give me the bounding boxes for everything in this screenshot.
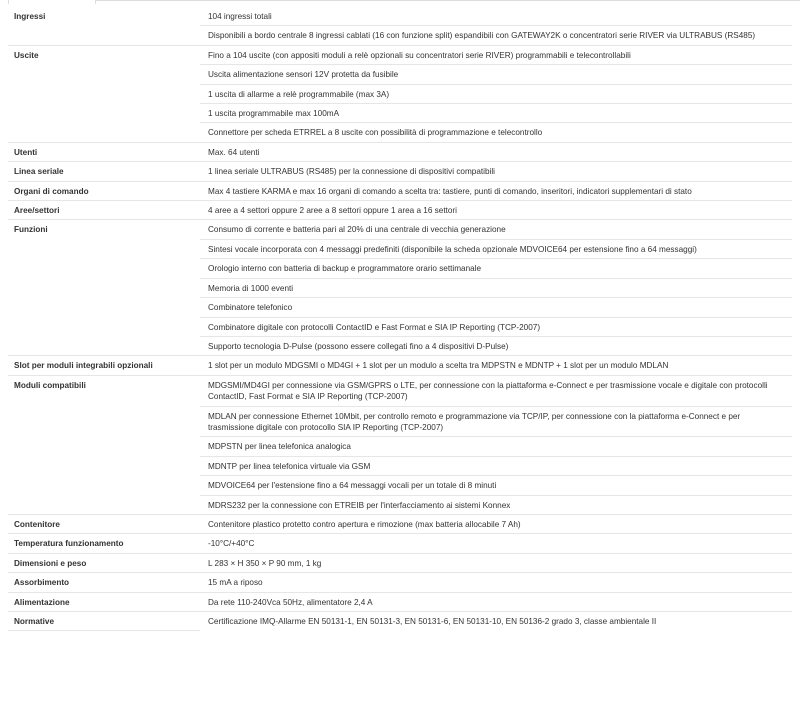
spec-value: Memoria di 1000 eventi xyxy=(200,278,792,297)
spec-value: Contenitore plastico protetto contro apertura e rimozione (max batteria allocabile 7 Ah) xyxy=(200,514,792,533)
spec-label: Assorbimento xyxy=(8,573,200,592)
spec-row-moduli-compatibili xyxy=(8,456,792,475)
spec-row-organi-di-comando xyxy=(8,181,792,200)
spec-value: L 283 × H 350 × P 90 mm, 1 kg xyxy=(200,553,792,572)
spec-value: Da rete 110-240Vca 50Hz, alimentatore 2,4 A xyxy=(200,592,792,611)
spec-row-moduli-compatibili xyxy=(8,495,792,514)
spec-row-funzioni xyxy=(8,239,792,258)
spec-label-empty xyxy=(8,84,200,103)
spec-label-empty xyxy=(8,259,200,278)
spec-label: Linea seriale xyxy=(8,162,200,181)
spec-row-moduli-compatibili xyxy=(8,375,792,406)
spec-row-uscite xyxy=(8,65,792,84)
spec-value: 4 aree a 4 settori oppure 2 aree a 8 settori oppure 1 area a 16 settori xyxy=(200,201,792,220)
spec-value: Sintesi vocale incorporata con 4 messaggi predefiniti (disponibile la scheda opzionale MDVOICE64 per estensione fino a 64 messaggi) xyxy=(200,239,792,258)
spec-value: MDRS232 per la connessione con ETREIB per l'interfacciamento ai sistemi Konnex xyxy=(200,495,792,514)
spec-value: Connettore per scheda ETRREL a 8 uscite con possibilità di programmazione e telecontrollo xyxy=(200,123,792,142)
spec-row-funzioni xyxy=(8,336,792,355)
spec-label-empty xyxy=(8,495,200,514)
spec-label: Uscite xyxy=(14,50,39,60)
active-tab-edge xyxy=(8,0,96,4)
spec-row-uscite xyxy=(8,123,792,142)
spec-value: 15 mA a riposo xyxy=(200,573,792,592)
spec-value: Combinatore digitale con protocolli ContactID e Fast Format e SIA IP Reporting (TCP-2007) xyxy=(200,317,792,336)
spec-row-assorbimento xyxy=(8,573,792,592)
spec-value: Disponibili a bordo centrale 8 ingressi cablati (16 con funzione split) espandibili con GATEWAY2K o concentratori serie RIVER via ULTRABUS (RS485) xyxy=(200,26,792,45)
spec-row-linea-seriale xyxy=(8,162,792,181)
spec-value: Max. 64 utenti xyxy=(200,142,792,161)
spec-label: Funzioni xyxy=(14,225,48,235)
spec-row-aree-settori xyxy=(8,201,792,220)
spec-label: Utenti xyxy=(8,142,200,161)
spec-label-empty xyxy=(8,65,200,84)
spec-label: Dimensioni e peso xyxy=(8,553,200,572)
tab-strip xyxy=(8,0,800,5)
spec-row-dimensioni-e-peso xyxy=(8,553,792,572)
spec-value: Max 4 tastiere KARMA e max 16 organi di comando a scelta tra: tastiere, punti di comando, inseritori, indicatori supplementari di stato xyxy=(200,181,792,200)
spec-row-moduli-compatibili xyxy=(8,437,792,456)
spec-value: Combinatore telefonico xyxy=(200,298,792,317)
spec-value: Fino a 104 uscite (con appositi moduli a relè opzionali su concentratori serie RIVER) programmabili e telecontrollabili xyxy=(200,45,792,64)
spec-row-funzioni xyxy=(8,317,792,336)
spec-row-moduli-compatibili xyxy=(8,406,792,437)
spec-value: MDVOICE64 per l'estensione fino a 64 messaggi vocali per un totale di 8 minuti xyxy=(200,476,792,495)
spec-table xyxy=(8,7,792,631)
spec-label-empty xyxy=(8,123,200,142)
spec-label-empty xyxy=(8,476,200,495)
spec-label: Contenitore xyxy=(8,514,200,533)
spec-row-uscite xyxy=(8,84,792,103)
spec-label: Normative xyxy=(8,612,200,631)
spec-label-empty xyxy=(8,278,200,297)
spec-row-funzioni xyxy=(8,220,792,239)
spec-label-empty xyxy=(8,26,200,45)
spec-row-funzioni xyxy=(8,259,792,278)
spec-row-utenti xyxy=(8,142,792,161)
spec-row-normative xyxy=(8,612,792,631)
spec-table-body xyxy=(8,7,792,631)
spec-label: Organi di comando xyxy=(8,181,200,200)
spec-value: -10°C/+40°C xyxy=(200,534,792,553)
spec-value: 1 uscita di allarme a relè programmabile (max 3A) xyxy=(200,84,792,103)
spec-value: Supporto tecnologia D-Pulse (possono essere collegati fino a 4 dispositivi D-Pulse) xyxy=(200,336,792,355)
spec-row-temperatura-funzionamento xyxy=(8,534,792,553)
spec-label-empty xyxy=(8,336,200,355)
spec-row-slot-per-moduli-integrabili-opzionali xyxy=(8,356,792,375)
spec-label-empty xyxy=(8,239,200,258)
spec-value: Certificazione IMQ-Allarme EN 50131-1, EN 50131-3, EN 50131-6, EN 50131-10, EN 50136-2 grado 3, classe ambientale II xyxy=(208,617,657,626)
spec-value: Consumo di corrente e batteria pari al 20% di una centrale di vecchia generazione xyxy=(200,220,792,239)
spec-row-funzioni xyxy=(8,278,792,297)
spec-row-ingressi xyxy=(8,26,792,45)
spec-row-moduli-compatibili xyxy=(8,476,792,495)
spec-value: MDNTP per linea telefonica virtuale via GSM xyxy=(200,456,792,475)
spec-row-ingressi xyxy=(8,7,792,26)
spec-label-empty xyxy=(8,437,200,456)
spec-value: Orologio interno con batteria di backup e programmatore orario settimanale xyxy=(200,259,792,278)
spec-row-uscite xyxy=(8,104,792,123)
spec-label-empty xyxy=(8,104,200,123)
spec-row-contenitore xyxy=(8,514,792,533)
spec-row-funzioni xyxy=(8,298,792,317)
spec-label-empty xyxy=(8,406,200,437)
spec-value: 1 linea seriale ULTRABUS (RS485) per la connessione di dispositivi compatibili xyxy=(200,162,792,181)
spec-label: Ingressi xyxy=(14,12,46,21)
spec-value: MDLAN per connessione Ethernet 10Mbit, per controllo remoto e programmazione via TCP/IP, per connessione con la piattaforma e-Connect e per trasmissione digitale con protocollo SIA IP Reporting (TCP-2007) xyxy=(200,406,792,437)
spec-label: Moduli compatibili xyxy=(14,380,86,390)
spec-label: Slot per moduli integrabili opzionali xyxy=(8,356,200,375)
spec-label: Aree/settori xyxy=(8,201,200,220)
spec-value: 1 uscita programmabile max 100mA xyxy=(200,104,792,123)
spec-label-empty xyxy=(8,456,200,475)
spec-row-uscite xyxy=(8,45,792,64)
spec-label-empty xyxy=(8,298,200,317)
spec-value: 104 ingressi totali xyxy=(200,7,792,26)
spec-label-empty xyxy=(8,317,200,336)
spec-label: Temperatura funzionamento xyxy=(8,534,200,553)
spec-value: 1 slot per un modulo MDGSMI o MD4GI + 1 slot per un modulo a scelta tra MDPSTN e MDNTP + 1 slot per un modulo MDLAN xyxy=(200,356,792,375)
spec-value: Uscita alimentazione sensori 12V protetta da fusibile xyxy=(200,65,792,84)
spec-row-alimentazione xyxy=(8,592,792,611)
spec-label: Alimentazione xyxy=(8,592,200,611)
spec-value: MDPSTN per linea telefonica analogica xyxy=(200,437,792,456)
spec-value: MDGSMI/MD4GI per connessione via GSM/GPRS o LTE, per connessione con la piattaforma e-Connect e per trasmissione vocale e digitale con protocolli ContactID, Fast Format e SIA IP Reporting (TCP-2007) xyxy=(200,375,792,406)
